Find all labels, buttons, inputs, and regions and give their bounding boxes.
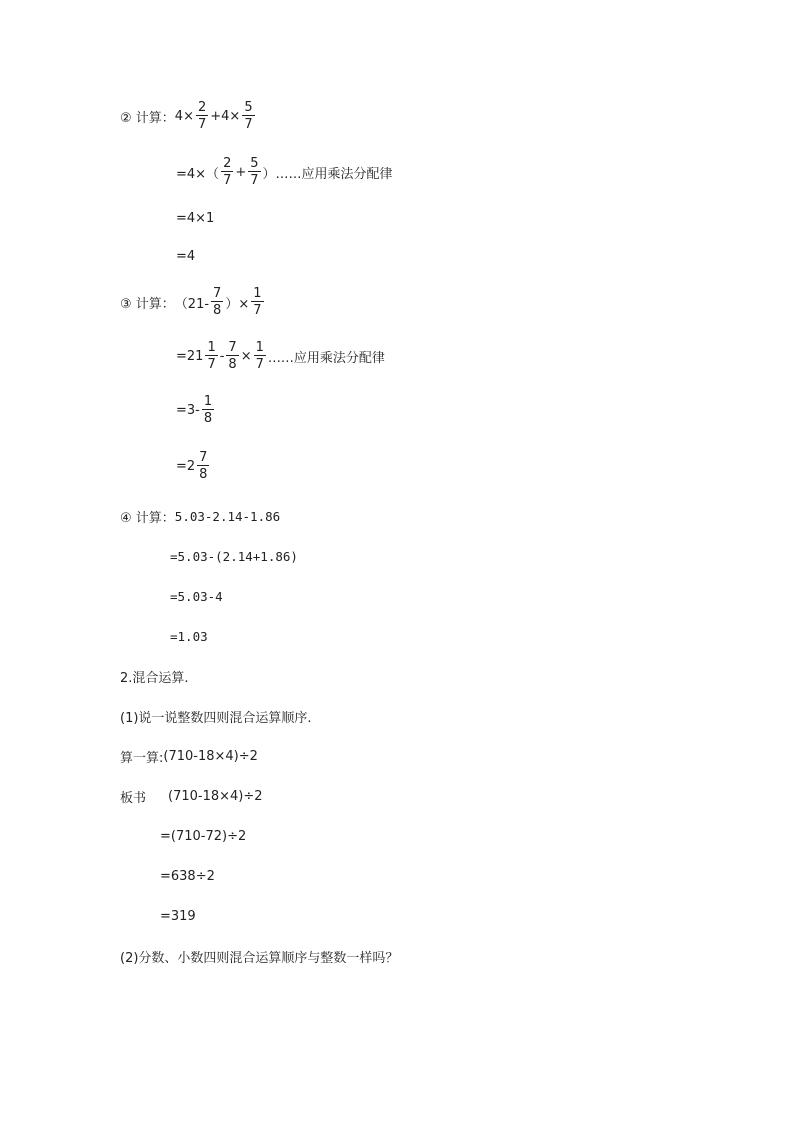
expr-part: =2 bbox=[176, 458, 196, 474]
fraction: $\frac{7}{8}$ bbox=[228, 340, 237, 372]
calc-line bbox=[120, 736, 258, 776]
fraction: $\frac{1}{7}$ bbox=[253, 286, 262, 318]
calc-expression: (710-18×4)÷2 bbox=[163, 748, 258, 764]
problem-2-step-3: =4 bbox=[176, 248, 196, 264]
problem-4-question bbox=[120, 496, 280, 536]
fraction: $\frac{7}{8}$ bbox=[213, 286, 222, 318]
expr-part: =21 bbox=[176, 348, 204, 364]
expr-part: × bbox=[240, 348, 252, 364]
section-title: 2.混合运算. bbox=[120, 670, 189, 686]
problem-3-step-2 bbox=[176, 390, 216, 430]
fraction: $\frac{5}{7}$ bbox=[244, 100, 253, 132]
fraction: $\frac{7}{8}$ bbox=[199, 450, 208, 482]
problem-3-question bbox=[120, 282, 266, 322]
board-expression: (710-18×4)÷2 bbox=[168, 788, 263, 804]
fraction: $\frac{1}{8}$ bbox=[203, 394, 213, 426]
problem-3-step-3 bbox=[176, 446, 211, 486]
expr-part: =3- bbox=[176, 402, 200, 418]
question-2: (2)分数、小数四则混合运算顺序与整数一样吗？ bbox=[120, 950, 399, 966]
problem-2-question bbox=[120, 96, 257, 136]
fraction: $\frac{2}{7}$ bbox=[223, 156, 232, 188]
board-line bbox=[120, 776, 263, 816]
fraction: $\frac{2}{7}$ bbox=[197, 100, 207, 132]
problem-4-step-2: =5.03-4 bbox=[170, 588, 223, 604]
problem-4-step-1: =5.03-(2.14+1.86) bbox=[170, 548, 298, 564]
problem-3-step-1 bbox=[176, 336, 385, 376]
expr-part: + bbox=[235, 164, 247, 180]
board-step-1: =(710-72)÷2 bbox=[160, 828, 247, 844]
calc-label: 算一算: bbox=[120, 750, 164, 766]
problem-2-step-1 bbox=[176, 152, 393, 192]
board-step-3: =319 bbox=[160, 908, 196, 924]
problem-4-expression: 5.03-2.14-1.86 bbox=[174, 508, 281, 524]
expr-part: =4×（ bbox=[176, 166, 220, 182]
fraction: $\frac{5}{7}$ bbox=[250, 156, 259, 188]
expr-part: ……应用乘法分配律 bbox=[267, 350, 385, 366]
expr-part: 4× bbox=[174, 108, 194, 124]
fraction: $\frac{1}{7}$ bbox=[207, 340, 216, 372]
board-label: 板书 bbox=[120, 790, 147, 806]
problem-4-step-3: =1.03 bbox=[170, 628, 208, 644]
expr-part: （21- bbox=[174, 296, 210, 312]
problem-3-label: ③ 计算： bbox=[120, 296, 175, 312]
expr-part: +4× bbox=[210, 108, 241, 124]
board-step-2: =638÷2 bbox=[160, 868, 215, 884]
problem-4-label: ④ 计算： bbox=[120, 510, 175, 526]
fraction: $\frac{1}{7}$ bbox=[255, 340, 264, 372]
problem-2-label: ② 计算： bbox=[120, 110, 175, 126]
expr-part: - bbox=[219, 348, 225, 364]
question-1: (1)说一说整数四则混合运算顺序. bbox=[120, 710, 312, 726]
problem-2-step-2: =4×1 bbox=[176, 210, 215, 226]
expr-part: ）……应用乘法分配律 bbox=[262, 166, 393, 182]
expr-part: ）× bbox=[225, 296, 250, 312]
